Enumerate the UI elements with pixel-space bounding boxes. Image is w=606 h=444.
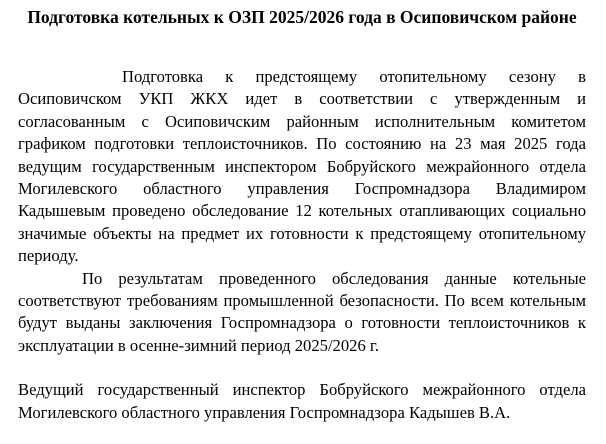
document-body bbox=[18, 66, 586, 357]
paragraph-results: По результатам проведенного обследования данные котельные соответствуют требованиям промышленной безопасности. По всем котельным будут выданы заключения Госпромнадзора о готовности теплоисточников к эксплуатации в осенне-зимний период 2025/2026 г. bbox=[18, 268, 586, 355]
signature: Ведущий государственный инспектор Бобруйского межрайонного отдела Могилевского областного управления Госпромнадзора Кадышев В.А. bbox=[18, 380, 586, 422]
document-title: Подготовка котельных к ОЗП 2025/2026 года в Осиповичском районе bbox=[27, 7, 577, 27]
document-page bbox=[0, 6, 606, 444]
paragraph-preparation: Подготовка к предстоящему отопительному сезону в Осиповичском УКП ЖКХ идет в соответствии с утвержденным и согласованным с Осиповичским районным исполнительным комитетом графиком подготовки теплоисточников. По состоянию на 23 мая 2025 года ведущим государственным инспектором Бобруйского межрайонного отдела Могилевского областного управления Госпромнадзора Владимиром Кадышевым проведено обследование 12 котельных отапливающих социально значимые объекты на предмет их готовности к предстоящему отопительному периоду. bbox=[18, 67, 586, 266]
